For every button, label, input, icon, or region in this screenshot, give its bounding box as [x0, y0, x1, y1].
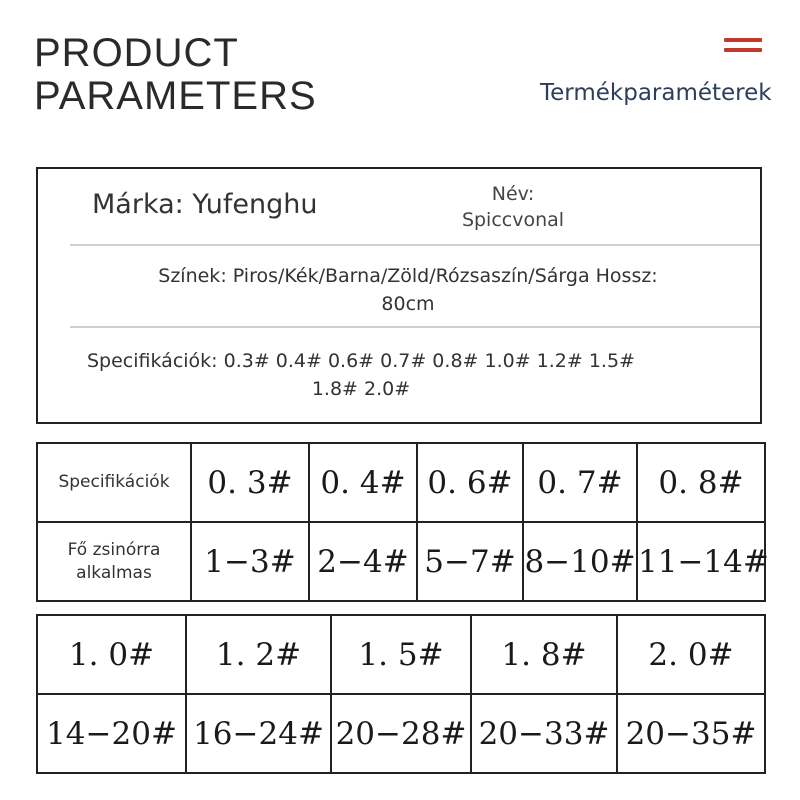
brand-text: Márka: Yufenghu — [92, 189, 318, 220]
main-line-header-line-2: alkalmas — [76, 562, 152, 583]
specifications-text — [56, 347, 666, 403]
table-cell: 1. 8# — [471, 615, 617, 694]
specs-line-1: Specifikációk: 0.3# 0.4# 0.6# 0.7# 0.8# 1.0# 1.2# 1.5# — [87, 350, 635, 372]
main-line-header-cell — [37, 522, 191, 601]
title-line-1: PRODUCT — [34, 31, 239, 75]
table-cell: 0. 4# — [309, 443, 417, 522]
colors-line-1: Színek: Piros/Kék/Barna/Zöld/Rózsaszín/Sárga Hossz: — [158, 265, 658, 287]
table-cell: 0. 3# — [191, 443, 309, 522]
product-name — [408, 181, 618, 233]
table-row — [37, 443, 765, 522]
table-cell: 2. 0# — [617, 615, 765, 694]
spec-header-cell: Specifikációk — [37, 443, 191, 522]
spec-table-2 — [36, 614, 766, 774]
colors-length-text — [78, 262, 738, 318]
table-cell: 1. 5# — [331, 615, 471, 694]
table-row — [37, 694, 765, 773]
table-cell: 11−14# — [637, 522, 765, 601]
table-row — [37, 522, 765, 601]
flag-stripe-top — [724, 38, 762, 42]
table-cell: 20−33# — [471, 694, 617, 773]
table-cell: 1. 0# — [37, 615, 186, 694]
table-cell: 1. 2# — [186, 615, 331, 694]
table-cell: 1−3# — [191, 522, 309, 601]
hungary-flag-icon — [724, 38, 762, 54]
flag-stripe-bottom — [724, 48, 762, 52]
divider — [70, 326, 760, 328]
page-subtitle: Termékparaméterek — [540, 80, 772, 106]
title-line-2: PARAMETERS — [34, 74, 317, 118]
table-cell: 20−35# — [617, 694, 765, 773]
table-row — [37, 615, 765, 694]
name-value: Spiccvonal — [461, 209, 565, 231]
page-title — [34, 32, 317, 118]
table-cell: 0. 8# — [637, 443, 765, 522]
table-cell: 5−7# — [417, 522, 523, 601]
name-label: Név: — [491, 183, 535, 205]
table-cell: 0. 6# — [417, 443, 523, 522]
spec-table-1 — [36, 442, 769, 602]
colors-line-2: 80cm — [381, 293, 435, 315]
specs-line-2: 1.8# 2.0# — [311, 378, 411, 400]
table-cell: 20−28# — [331, 694, 471, 773]
table-cell: 2−4# — [309, 522, 417, 601]
divider — [70, 244, 760, 246]
table-cell: 16−24# — [186, 694, 331, 773]
table-cell: 0. 7# — [523, 443, 637, 522]
table-cell: 8−10# — [523, 522, 637, 601]
product-info-box — [36, 167, 762, 424]
table-cell: 14−20# — [37, 694, 186, 773]
main-line-header-line-1: Fő zsinórra — [67, 539, 161, 560]
